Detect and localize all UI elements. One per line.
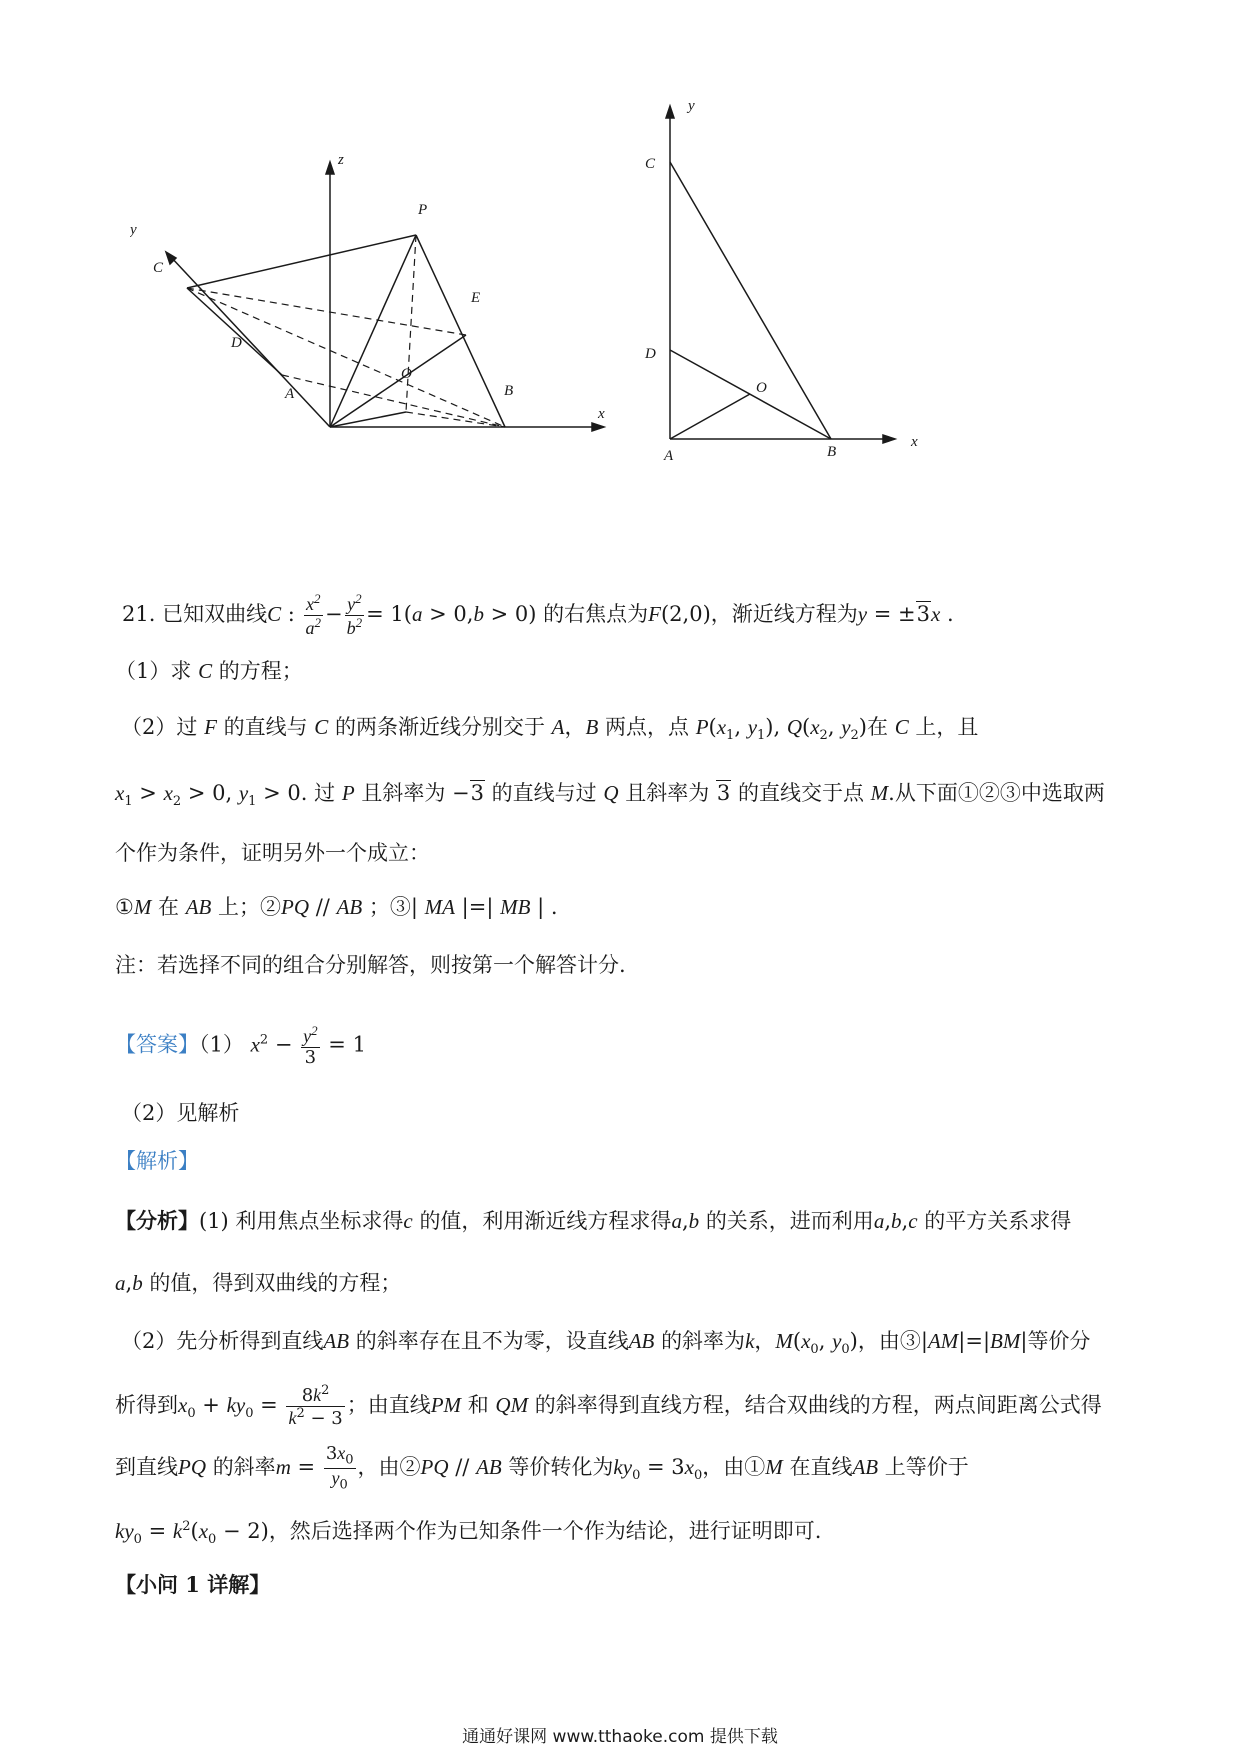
y-axis [170, 256, 330, 427]
footer-text: 通通好课网 www.tthaoke.com 提供下载 [462, 1727, 778, 1747]
problem-note: 注：若选择不同的组合分别解答，则按第一个解答计分. [115, 953, 626, 977]
label-x: x [911, 434, 918, 450]
problem-part-2-cont2: 个作为条件，证明另外一个成立： [115, 841, 430, 865]
answer-part-1: 【答案】（1） $x^2$ − $\frac{y^2}{3}$ = 1 [115, 1023, 366, 1068]
label-C: C [645, 156, 656, 172]
label-A: A [285, 386, 295, 402]
label-O: O [401, 366, 412, 382]
analysis-line-4: 析得到$x_0 + ky_0$ = $\frac{8k^2}{k^2 - 3}$ ；由直线PM 和 QM 的斜率得到直线方程，结合双曲线的方程，两点间距离公式得 [115, 1383, 1102, 1429]
problem-part-2-cont: $x_1 > x_2 > 0$, $y_1 > 0$. 过 P 且斜率为 −3 的直线与过 Q 且斜率为 3 的直线交于点 M.从下面①②③中选取两 [115, 781, 1105, 810]
answer-part-2: （2）见解析 [121, 1101, 240, 1125]
problem-part-1: （1）求 C 的方程； [115, 659, 303, 683]
label-y: y [688, 98, 695, 114]
analysis-line-2: a,b 的值，得到双曲线的方程； [115, 1271, 402, 1295]
analysis-line-3: （2）先分析得到直线AB 的斜率存在且不为零，设直线AB 的斜率为k，$M(x_0$, $y_0$)，由③|AM|=|BM|等价分 [121, 1329, 1091, 1358]
label-A: A [664, 448, 674, 464]
label-z: z [338, 152, 344, 168]
problem-conditions: ①M 在 AB 上；②PQ // AB ；③| MA |=| MB | . [115, 895, 558, 919]
analysis-line-5: 到直线PQ 的斜率m = $\frac{3x_0}{y_0}$ ，由②PQ // AB 等价转化为$ky_0 = 3x_0$，由①M 在直线AB 上等价于 [115, 1443, 969, 1493]
label-D: D [645, 346, 656, 362]
analysis-line-6: $ky_0 = k^2(x_0 - 2)$，然后选择两个作为已知条件一个作为结论，进行证明即可. [115, 1519, 822, 1548]
label-x: x [598, 406, 605, 422]
label-E: E [471, 290, 481, 306]
label-O: O [756, 380, 767, 396]
label-C: C [153, 260, 164, 276]
label-D: D [231, 335, 242, 351]
pyramid-3d-figure [130, 150, 630, 460]
triangle-2d-figure [630, 96, 930, 476]
label-P: P [418, 202, 428, 218]
label-B: B [504, 383, 514, 399]
problem-part-2: （2）过 F 的直线与 C 的两条渐近线分别交于 A，B 两点，点 $P(x_1$, $y_1$), $Q(x_2$, $y_2$)在 C 上，且 [121, 715, 979, 744]
subquestion-1-tag: 【小问 1 详解】 [115, 1572, 271, 1597]
label-y: y [130, 222, 137, 238]
analysis-tag: 【解析】 [115, 1149, 199, 1173]
label-B: B [827, 444, 837, 460]
analysis-line-1: 【分析】(1) 利用焦点坐标求得c 的值，利用渐近线方程求得a,b 的关系，进而利用a,b,c 的平方关系求得 [115, 1208, 1072, 1233]
problem-statement: 21. 已知双曲线C : $\frac{x^2}{a^2}$ − $\frac{y^2}{b^2}$ = 1(a > 0,b > 0) 的右焦点为F(2,0)，渐近线方程为y = ±3x . [122, 591, 954, 638]
